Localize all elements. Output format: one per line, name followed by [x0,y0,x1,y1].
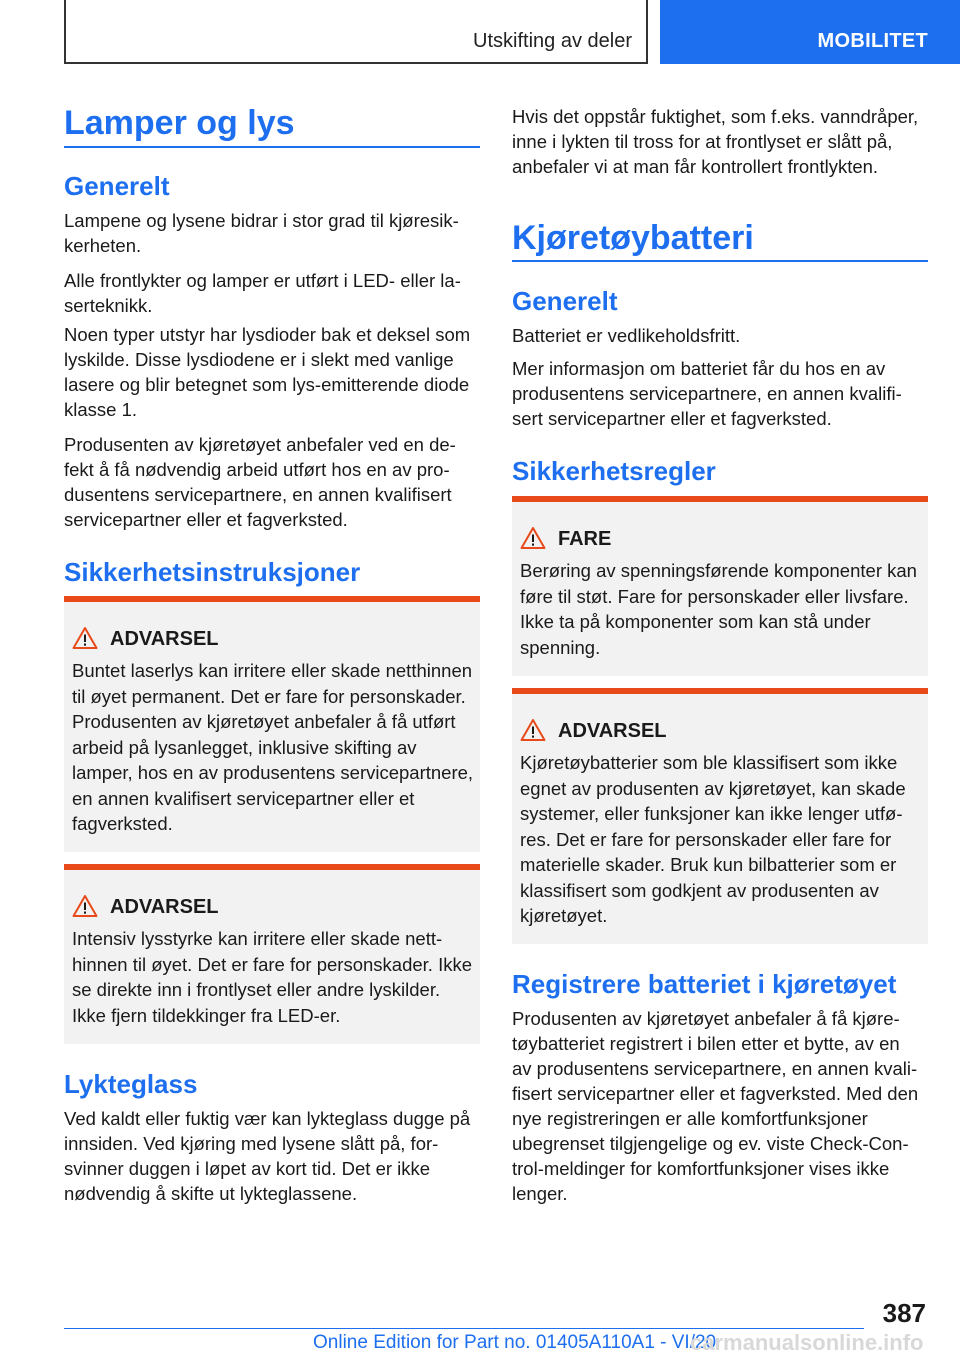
paragraph: Mer informasjon om batteriet får du hos en av produsentens servicepartnere, en annen kvalifisert servicepartner eller et fagverksted. [512,358,902,429]
heading-sikkerhetsregler: Sikkerhetsregler [512,456,716,486]
heading-lykteglass: Lykteglass [64,1069,198,1099]
warning-text: Kjøretøybatterier som ble klassifisert som ikke egnet av produsenten av kjøretøyet, kan skade systemer, eller funksjoner kan ikke lenger utføres. Det er fare for personskader eller fare for materielle skader. Bruk kun bilbatterier som er klassifisert som godkjent av produsenten av kjøretøyet. [520,752,906,926]
footer-edition: Online Edition for Part no. 01405A110A1 - VI/20 [313,1332,717,1353]
warning-triangle-icon [520,526,546,550]
heading-rule [512,260,928,262]
chapter-title: MOBILITET [817,30,928,52]
section-title: Utskifting av deler [473,30,632,52]
paragraph: Lampene og lysene bidrar i stor grad til kjøresikkerheten. [64,210,459,256]
heading-generelt: Generelt [64,171,170,201]
heading-registrere-batteriet: Registrere batteriet i kjøretøyet [512,969,897,999]
warning-text: Buntet laserlys kan irritere eller skade netthinnen til øyet permanent. Det er fare for personskader. Produsenten av kjøretøyet anbefaler å få utført arbeid på lysanlegget, inklusive skifting av lamper, hos en av produsentens servicepartnere, en annen kvalifisert servicepartner eller et fagverksted. [72,660,474,834]
warning-box [64,864,480,1044]
heading-rule [64,146,480,148]
warning-title: ADVARSEL [110,628,219,650]
footer-rule [64,1328,864,1329]
warning-triangle-icon [520,718,546,742]
header-chapter-tab [660,0,960,64]
warning-box [512,496,928,676]
warning-box [512,688,928,944]
warning-title: ADVARSEL [558,720,667,742]
page-number: 387 [882,1298,926,1328]
paragraph: Produsenten av kjøretøyet anbefaler å få kjøretøybatteriet registrert i bilen etter et bytte, av en av produsentens servicepartnere, en annen kvalifisert servicepartner eller et fagverksted. Med den nye registreringen er alle komfortfunksjoner ubegrenset tilgjengelige og ev. viste Check-Control-meldinger for komfortfunksjoner vises ikke lenger. [512,1008,919,1204]
warning-title: ADVARSEL [110,896,219,918]
warning-triangle-icon [72,626,98,650]
warning-title: FARE [558,528,612,550]
warning-box [64,596,480,852]
heading-kjoretoybatteri: Kjøretøybatteri [512,219,754,257]
warning-text: Intensiv lysstyrke kan irritere eller skade netthinnen til øyet. Det er fare for personskader. Ikke se direkte inn i frontlyset eller andre lyskilder. Ikke fjern tildekkinger fra LED-er. [72,928,472,1026]
warning-triangle-icon [72,894,98,918]
paragraph: Noen typer utstyr har lysdioder bak et deksel som lyskilde. Disse lysdiodene er i slekt med vanlige lasere og blir betegnet som lys-emitterende diode klasse 1. [64,324,471,420]
paragraph: Batteriet er vedlikeholdsfritt. [512,325,741,346]
heading-lamper-og-lys: Lamper og lys [64,104,295,142]
warning-text: Berøring av spenningsførende komponenter kan føre til støt. Fare for personskader eller livsfare. Ikke ta på komponenter som kan stå under spenning. [520,560,917,658]
paragraph: Hvis det oppstår fuktighet, som f.eks. vanndråper, inne i lykten til tross for at frontlyset er slått på, anbefaler vi at man får kontrollert frontlykten. [512,106,919,177]
paragraph: Alle frontlykter og lamper er utført i LED- eller laserteknikk. [64,270,461,316]
footer-watermark: carmanualsonline.info [690,1330,924,1355]
heading-generelt: Generelt [512,286,618,316]
heading-sikkerhetsinstruksjoner: Sikkerhetsinstruksjoner [64,557,361,587]
paragraph: Produsenten av kjøretøyet anbefaler ved en defekt å få nødvendig arbeid utført hos en av produsentens servicepartnere, en annen kvalifisert servicepartner eller et fagverksted. [64,434,456,530]
paragraph: Ved kaldt eller fuktig vær kan lykteglass dugge på innsiden. Ved kjøring med lysene slått på, forsvinner duggen i løpet av kort tid. Det er ikke nødvendig å skifte ut lykteglassene. [64,1108,471,1204]
header-section-box [64,0,648,64]
